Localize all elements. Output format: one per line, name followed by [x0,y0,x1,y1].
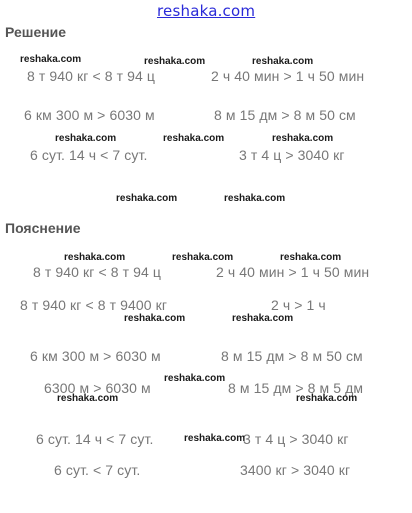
solution-row-2-right: 8 м 15 дм > 8 м 50 см [214,107,356,123]
watermark: reshaka.com [184,433,246,444]
explanation-row-3-right: 8 м 15 дм > 8 м 50 см [221,348,363,364]
watermark: reshaka.com [232,313,294,324]
explanation-row-6-left: 6 сут. < 7 сут. [54,462,141,478]
watermark: reshaka.com [116,193,178,204]
solution-row-3-left: 6 сут. 14 ч < 7 сут. [30,147,148,163]
solution-row-3-right: 3 т 4 ц > 3040 кг [239,147,345,163]
watermark: reshaka.com [55,133,117,144]
watermark: reshaka.com [20,54,82,65]
watermark: reshaka.com [57,393,119,404]
watermark: reshaka.com [164,373,226,384]
watermark: reshaka.com [64,252,126,263]
explanation-row-1-right: 2 ч 40 мин > 1 ч 50 мин [216,264,370,280]
explanation-row-5-left: 6 сут. 14 ч < 7 сут. [36,431,154,447]
explanation-row-2-left: 8 т 940 кг < 8 т 9400 кг [20,297,168,313]
solution-row-2-left: 6 км 300 м > 6030 м [24,107,155,123]
watermark: reshaka.com [172,252,234,263]
watermark: reshaka.com [163,133,225,144]
explanation-row-4-right: 8 м 15 дм > 8 м 5 дм [228,380,364,396]
explanation-row-3-left: 6 км 300 м > 6030 м [30,348,161,364]
site-title-link[interactable]: reshaka.com [157,2,256,20]
watermark: reshaka.com [272,133,334,144]
watermark: reshaka.com [252,56,314,67]
explanation-row-6-right: 3400 кг > 3040 кг [240,462,351,478]
solution-heading: Решение [5,24,67,40]
explanation-row-2-right: 2 ч > 1 ч [271,297,326,313]
explanation-row-5-right: 3 т 4 ц > 3040 кг [243,431,349,447]
watermark: reshaka.com [144,56,206,67]
watermark: reshaka.com [280,252,342,263]
explanation-row-1-left: 8 т 940 кг < 8 т 94 ц [33,264,161,280]
explanation-heading: Пояснение [5,220,81,236]
solution-row-1-left: 8 т 940 кг < 8 т 94 ц [27,68,155,84]
watermark: reshaka.com [124,313,186,324]
solution-row-1-right: 2 ч 40 мин > 1 ч 50 мин [211,68,365,84]
watermark: reshaka.com [296,393,358,404]
explanation-row-4-left: 6300 м > 6030 м [44,380,151,396]
watermark: reshaka.com [224,193,286,204]
